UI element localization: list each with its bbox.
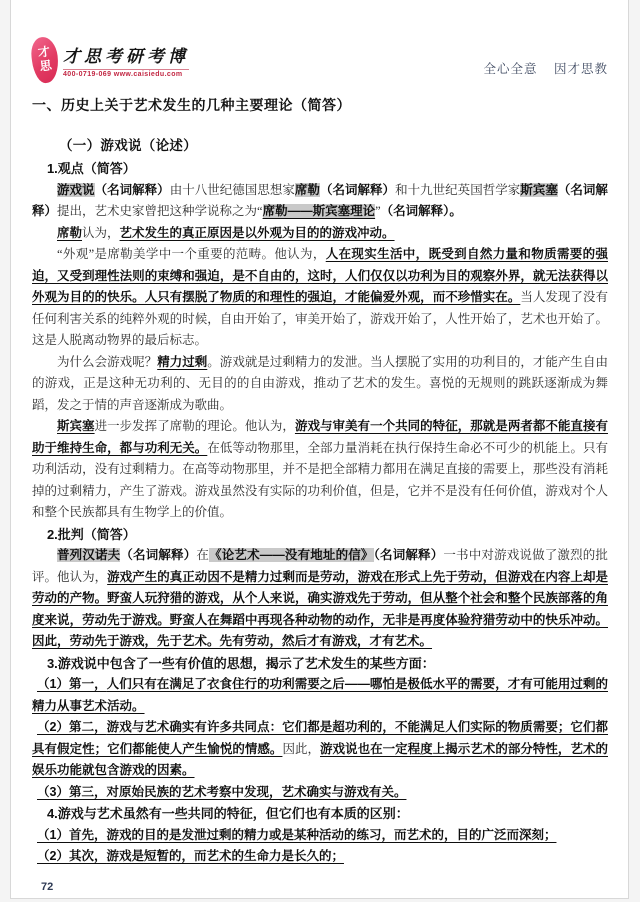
term-highlight: 《论艺术——没有地址的信》: [209, 548, 374, 562]
subsection-heading-viewpoint: 1.观点（简答）: [46, 161, 136, 176]
subsection-heading-difference: 4.游戏与艺术虽然有一些共同的特征，但它们也有本质的区别：: [46, 806, 409, 821]
text-run: 游戏是短暂的，而艺术的生命力是长久的；: [106, 849, 344, 863]
text-run: 游戏说也在一定程度上揭示艺术的部分特性，艺术的娱乐功能就包含游戏的因素。: [32, 741, 608, 777]
text-run: 人们只有在满足了衣食住行的功利需要之后——哪怕是极低水平的需要，才有可能用过剩的精力从事艺术活动。: [32, 677, 608, 713]
term-highlight: 席勒: [294, 182, 320, 197]
text-run: 游戏与审美有一个共同的特征，那就是两者都不能直接有助于维持生命，都与功利无关。: [32, 419, 608, 455]
subsection-heading-critique: 2.批判（简答）: [46, 526, 136, 542]
document-body: [32, 95, 608, 868]
page-footer: [32, 881, 608, 893]
section-heading: （一）游戏说（论述）: [59, 138, 197, 153]
text-run: 认为，: [82, 225, 120, 240]
list-item-firstly: [32, 825, 608, 847]
page-number: 72: [41, 880, 54, 893]
text-run: “外观”是席勒美学中一个重要的范畴。他认为，: [57, 247, 326, 261]
list-item-second: [32, 717, 608, 782]
text-run: 当人发现了没有任何利害关系的纯粹外观的时候，自由开始了，审美开始了，游戏开始了，人性开始了，艺术也开始了。这是人脱离动物界的最后标志。: [32, 290, 608, 347]
text-run: 为什么会游戏呢？: [57, 354, 158, 369]
text-run: （名词解释）: [32, 182, 608, 218]
paragraph-spencer: [32, 416, 608, 524]
text-run: （3）第三，: [37, 784, 107, 799]
text-run: 在: [196, 548, 210, 562]
text-run: （2）其次，: [37, 849, 107, 863]
paragraph-plekhanov: [32, 545, 608, 653]
main-title: 一、历史上关于艺术发生的几种主要理论（简答）: [32, 97, 351, 113]
text-run: 对原始民族的艺术考察中发现，艺术确实与游戏有关。: [106, 784, 407, 799]
caisi-seal-icon: [29, 36, 60, 85]
term-highlight: 普列汉诺夫: [57, 548, 121, 562]
text-run: 游戏产生的真正动因不是精力过剩而是劳动，游戏在形式上先于劳动，但游戏在内容上却是劳动的产物。野蛮人玩狩猎的游戏，从个人来说，确实游戏先于劳动，但从整个社会和整个民族部落的角度来说，劳动先于游戏。野蛮人在舞蹈中再现各种动物的动作，无非是再度体验狩猎劳动中的快乐冲动。因此，劳动先于游戏，先于艺术。先有劳动，然后才有游戏，才有艺术。: [32, 569, 608, 648]
list-item-third: [32, 782, 608, 804]
text-run: 。游戏就是过剩精力的发泄。当人摆脱了实用的功利目的，才能产生自由的游戏，正是这种无功利的、无目的的自由游戏，推动了艺术的发生。喜悦的无规则的跳跃逐渐成为舞蹈，发之于情的声音逐渐成为歌曲。: [32, 354, 608, 412]
text-run: 和十九世纪英国哲学家: [395, 182, 521, 197]
paragraph-appearance: [32, 244, 608, 352]
text-run: 由十八世纪德国思想家: [169, 182, 295, 197]
text-run: （名词解释）: [94, 182, 170, 197]
text-run: （名词解释）: [120, 548, 197, 562]
text-run: 提出，艺术史家曾把这种学说称之为“: [57, 204, 263, 218]
header-slogan: 全心全意 因才思教: [483, 62, 608, 76]
seal-char-top: 才: [37, 44, 51, 60]
text-run: 在低等动物那里，全部力量消耗在执行保持生命必不可少的机能上。只有功利活动，没有过剩精力。在高等动物那里，并不是把全部精力都用在满足直接的需要上，那些没有消耗掉的过剩精力，产生了游戏。游戏虽然没有实际的功利价值，但是，它并不是没有任何价值，游戏对个人和整个民族都具有生物学上的价值。: [32, 440, 608, 519]
text-run: （1）首先，: [37, 827, 107, 842]
seal-char-bottom: 思: [38, 58, 53, 74]
text-run: 精力过剩: [157, 354, 208, 369]
term-highlight: 游戏说: [57, 182, 95, 197]
text-run: （名词解释）: [373, 548, 444, 562]
paragraph-schiller-view: [32, 223, 608, 245]
brand-contact: 400-0719-069 www.caisiedu.com: [63, 69, 189, 78]
text-run: 进一步发挥了席勒的理论。他认为，: [94, 419, 295, 433]
text-run: （名词解释）: [319, 182, 396, 197]
page-header: [32, 29, 608, 83]
subsection-heading-value: 3.游戏说中包含了一些有价值的思想，揭示了艺术发生的某些方面：: [46, 655, 435, 671]
text-run: 游戏的目的是发泄过剩的精力或是某种活动的练习，而艺术的，目的广泛而深刻；: [106, 827, 557, 842]
paragraph-origin: [32, 180, 608, 223]
text-run: 艺术发生的真正原因是以外观为目的的游戏冲动。: [119, 225, 395, 240]
text-run: （名词解释）。: [380, 204, 462, 218]
text-run: 席勒: [57, 225, 83, 240]
list-item-first: [32, 674, 608, 717]
text-run: 游戏与艺术确实有许多共同点：它们都是超功利的，不能满足人们实际的物质需要；它们都具有假定性；它们都能使人产生愉悦的情感。: [32, 720, 609, 756]
brand-logo: [32, 37, 189, 83]
text-run: 因此，: [282, 741, 321, 756]
logo-text: [63, 42, 189, 78]
text-run: 人在现实生活中，既受到自然力量和物质需要的强迫，又受到理性法则的束缚和强迫，是不自由的，这时，人们仅仅以功利为目的观察外界，就无法获得以外观为目的的快乐。人只有摆脱了物质的和理性的强迫，才能偏爱外观，而不珍惜实在。: [32, 247, 608, 304]
brand-name: 才思考研考博: [63, 47, 189, 67]
text-run: 一书中对游戏说做了激烈的批评。他认为，: [32, 548, 608, 584]
text-run: ”: [375, 204, 381, 218]
term-highlight: 斯宾塞: [520, 182, 558, 197]
text-run: 斯宾塞: [57, 419, 95, 433]
text-run: （1）第一，: [37, 677, 107, 691]
list-item-secondly: [32, 846, 608, 868]
term-highlight: 席勒——斯宾塞理论: [262, 204, 376, 218]
document-page: [10, 0, 629, 899]
text-run: （2）第二，: [37, 720, 107, 734]
paragraph-surplus-energy: [32, 352, 608, 417]
